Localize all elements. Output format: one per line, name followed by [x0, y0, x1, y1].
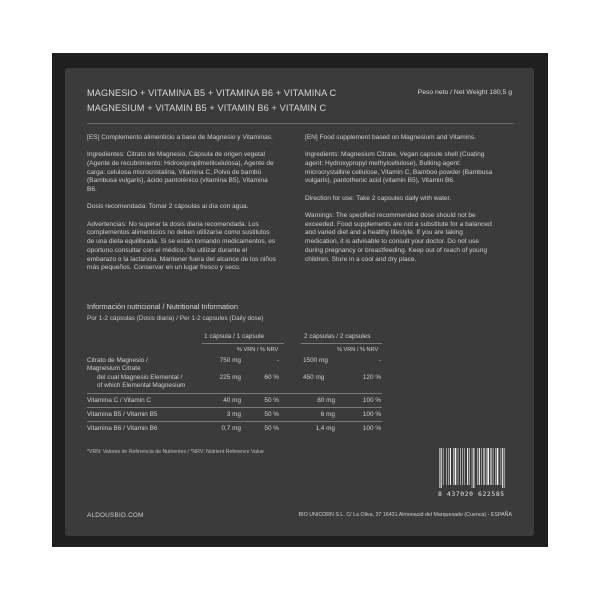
row-divider [87, 421, 382, 422]
es-dose: Dosis recomendada: Tomar 2 cápsulas al día con agua. [87, 203, 249, 211]
header-2-underline [301, 343, 382, 344]
header-2-capsules: 2 cápsulas / 2 capsules [304, 333, 371, 340]
nutrition-subtitle: Por 1-2 cápsulas (Dosis diaria) / Per 1-2 capsules (Daily dose) [87, 315, 264, 322]
header-1-capsule: 1 cápsula / 1 capsule [204, 333, 265, 340]
row-name-vitamin-b6: Vitamina B6 / Vitamin B6 [87, 425, 158, 432]
net-weight: Peso neto / Net Weight 180,5 g [417, 89, 512, 96]
vrn-header-1: % VRN / % NRV [237, 347, 279, 353]
es-ingredients: Ingredientes: Citrato de Magnesio, Cápsula de origen vegetal (Agente de recubrimiento: Hidroxipropilmetilcelulosa), Agente de carga: celulosa microcristalina, Vitamina C, Polvo de bambú (Bambusa vulgaris), ácido pantoténico (vitamina B5), Vitamina B6. [87, 151, 274, 194]
barcode-number: 8 437020 622585 [438, 490, 505, 498]
row-value-1cap: 750 mg [219, 357, 241, 364]
product-label [65, 68, 534, 536]
nutrition-table [87, 330, 387, 440]
header-1-underline [202, 343, 284, 344]
header-divider [87, 123, 514, 124]
product-title-es: MAGNESIO + VITAMINA B5 + VITAMINA B6 + VITAMINA C [87, 88, 337, 98]
row-divider [87, 407, 382, 408]
row-nrv-1cap: 50 % [264, 411, 279, 418]
es-intro: [ES] Complemento alimenticio a base de Magnesio y Vitaminas. [87, 134, 273, 141]
en-intro: [EN] Food supplement based on Magnesium and Vitamins. [305, 134, 476, 141]
company-address: BIO UNICORN S.L. C/ La Oliva, 37 16431 Almonacid del Marquesado (Cuenca) - ESPAÑA [298, 512, 512, 518]
en-direction: Direction for use: Take 2 capsules daily with water. [305, 194, 452, 202]
row-value-2cap: 1500 mg [303, 357, 328, 364]
barcode [438, 448, 517, 499]
row-value-1cap: 225 mg [219, 374, 241, 381]
row-name-vitamin-b5: Vitamina B5 / Vitamin B5 [87, 411, 158, 418]
nutrition-title: Información nutricional / Nutritional Information [87, 302, 238, 311]
row-nrv-2cap: 100 % [362, 425, 381, 432]
row-value-2cap: 1,4 mg [315, 425, 335, 432]
product-title-en: MAGNESIUM + VITAMIN B5 + VITAMIN B6 + VITAMIN C [87, 103, 327, 113]
row-value-2cap: 6 mg [320, 411, 335, 418]
row-nrv-2cap: 100 % [362, 397, 381, 404]
row-nrv-1cap: 60 % [264, 374, 279, 381]
row-value-1cap: 40 mg [223, 397, 241, 404]
row-nrv-1cap: 50 % [264, 425, 279, 432]
row-nrv-1cap: - [276, 357, 279, 364]
row-nrv-2cap: 100 % [362, 411, 381, 418]
row-name-elemental-magnesium: del cual Magnesio Elemental / of which Elemental Magnesium [97, 374, 186, 389]
en-ingredients: Ingredients: Magnesium Citrate, Vegan capsule shell (Coating agent: Hydroxypropyl methylcellulose), Bulking agent: microcrystalline cellulose, Vitamin C, Bamboo powder (Bambusa vulgaris), pantothenic acid (vitamin B5), Vitamin B6. [305, 151, 493, 185]
row-nrv-1cap: 50 % [264, 397, 279, 404]
english-text-column [305, 134, 520, 273]
row-value-2cap: 450 mg [303, 374, 325, 381]
website-link[interactable]: ALDOUSBIO.COM [87, 512, 144, 519]
row-value-2cap: 80 mg [317, 397, 335, 404]
row-nrv-2cap: - [378, 357, 381, 364]
vrn-header-2: % VRN / % NRV [337, 347, 379, 353]
row-nrv-2cap: 120 % [362, 374, 381, 381]
spanish-text-column [87, 134, 286, 282]
es-warnings: Advertencias: No superar la dosis diaria recomendada. Los complementos alimenticios no deben utilizarse como sustitutos de una dieta equilibrada. Si se están tomando medicamentos, es oportuno consultar con el médico. No utilizar durante el embarazo o la lactancia. Mantener fuera del alcance de los niños más pequeños. Conservar en un lugar fresco y seco. [87, 220, 276, 272]
barcode-bars [438, 448, 517, 488]
en-warnings: Warnings: The specified recommended dose should not be exceeded. Food supplements are not a substitute for a balanced and varied diet and a healthy lifestyle. If you are taking medication, it is advisable to consult your doctor. Do not use during pregnancy or breastfeeding. Keep out of reach of young children. Store in a cool and dry place. [305, 212, 492, 263]
row-divider [87, 393, 382, 394]
row-value-1cap: 3 mg [226, 411, 241, 418]
nrv-footnote: *VRN: Valores de Referencia de Nutrientes / *NRV: Nutrient Reference Value [87, 449, 264, 455]
row-value-1cap: 0,7 mg [221, 425, 241, 432]
row-name-vitamin-c: Vitamina C / Vitamin C [87, 397, 152, 404]
row-name-magnesium-citrate: Citrato de Magnesio / Magnesium Citrate [87, 357, 148, 372]
